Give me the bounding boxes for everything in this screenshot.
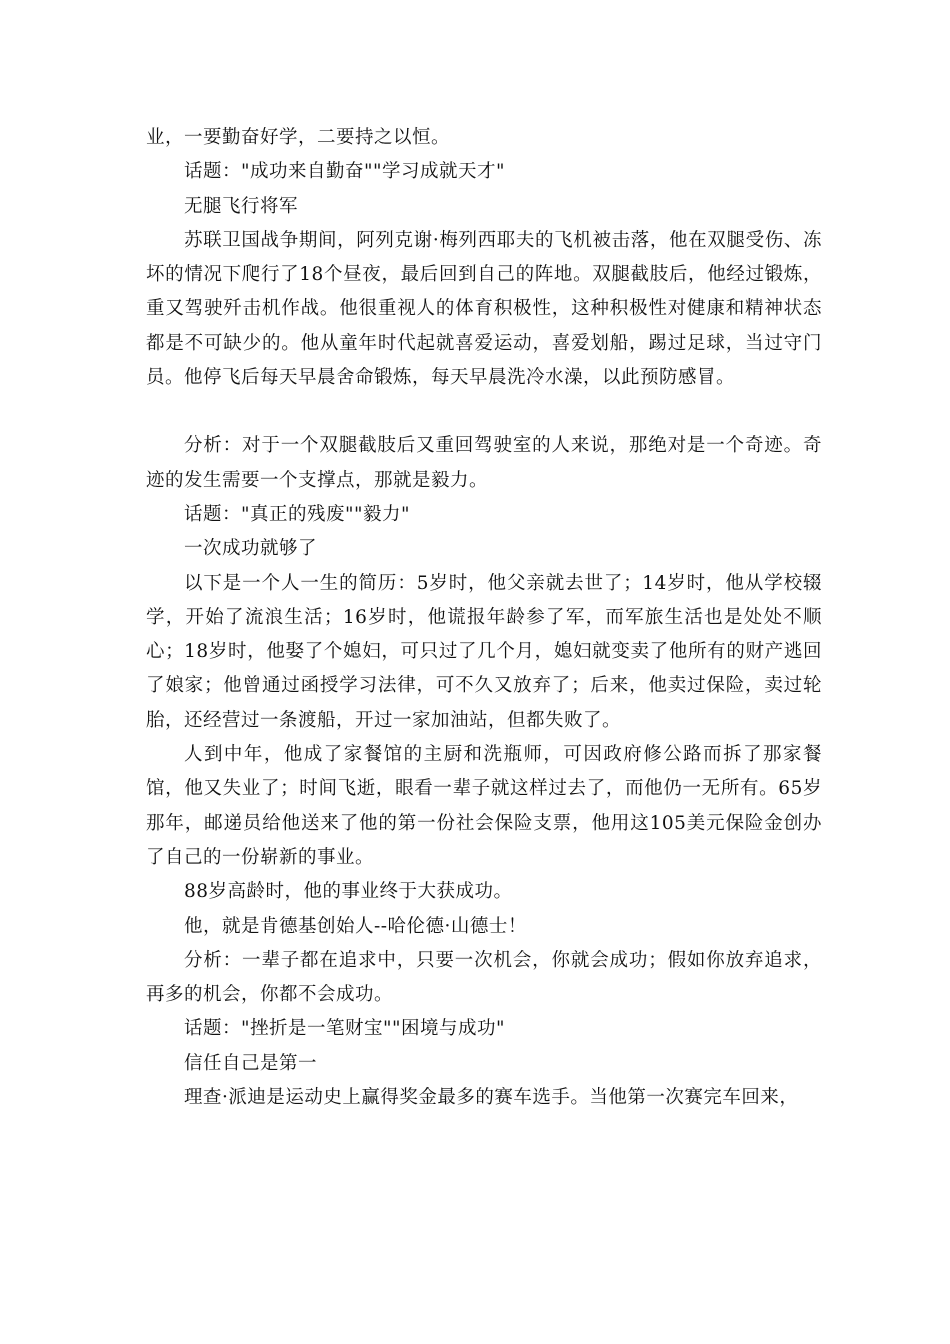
section-heading: 一次成功就够了	[184, 538, 318, 560]
section-heading: 无腿飞行将军	[184, 195, 299, 217]
story-paragraph: 理查·派迪是运动史上赢得奖金最多的赛车选手。当他第一次赛完车回来，	[184, 1087, 799, 1109]
story-paragraph: 88岁高龄时，他的事业终于大获成功。	[184, 881, 513, 903]
story-paragraph: 以下是一个人一生的简历：5岁时，他父亲就去世了；14岁时，他从学校辍学，开始了流浪生活；16岁时，他谎报年龄参了军，而军旅生活也是处处不顺心；18岁时，他娶了个媳妇，可只过了几个月，媳妇就变卖了他所有的财产逃回了娘家；他曾通过函授学习法律，可不久又放弃了；后来，他卖过保险，卖过轮胎，还经营过一条渡船，开过一家加油站，但都失败了。	[146, 572, 822, 731]
story-paragraph: 他，就是肯德基创始人--哈伦德·山德士！	[184, 915, 527, 937]
paragraph-gap	[146, 395, 822, 429]
topic-line: 话题："真正的残废""毅力"	[184, 503, 411, 525]
topic-line: 话题："成功来自勤奋""学习成就天才"	[184, 161, 506, 183]
analysis-paragraph: 分析：对于一个双腿截肢后又重回驾驶室的人来说，那绝对是一个奇迹。奇迹的发生需要一个支撑点，那就是毅力。	[146, 435, 822, 491]
story-paragraph: 苏联卫国战争期间，阿列克谢·梅列西耶夫的飞机被击落，他在双腿受伤、冻坏的情况下爬行了18个昼夜，最后回到自己的阵地。双腿截肢后，他经过锻炼，重又驾驶歼击机作战。他很重视人的体育积极性，这种积极性对健康和精神状态都是不可缺少的。他从童年时代起就喜爱运动，喜爱划船，踢过足球，当过守门员。他停飞后每天早晨舍命锻炼，每天早晨洗冷水澡，以此预防感冒。	[146, 229, 822, 389]
paragraph-continuation: 业，一要勤奋好学，二要持之以恒。	[146, 127, 451, 148]
analysis-paragraph: 分析：一辈子都在追求中，只要一次机会，你就会成功；假如你放弃追求，再多的机会，你都不会成功。	[146, 949, 822, 1006]
topic-line: 话题："挫折是一笔财宝""困境与成功"	[184, 1018, 506, 1040]
story-paragraph: 人到中年，他成了家餐馆的主厨和洗瓶师，可因政府修公路而拆了那家餐馆，他又失业了；时间飞逝，眼看一辈子就这样过去了，而他仍一无所有。65岁那年，邮递员给他送来了他的第一份社会保险支票，他用这105美元保险金创办了自己的一份崭新的事业。	[146, 744, 822, 868]
section-heading: 信任自己是第一	[184, 1052, 318, 1074]
document-page	[146, 121, 822, 1115]
